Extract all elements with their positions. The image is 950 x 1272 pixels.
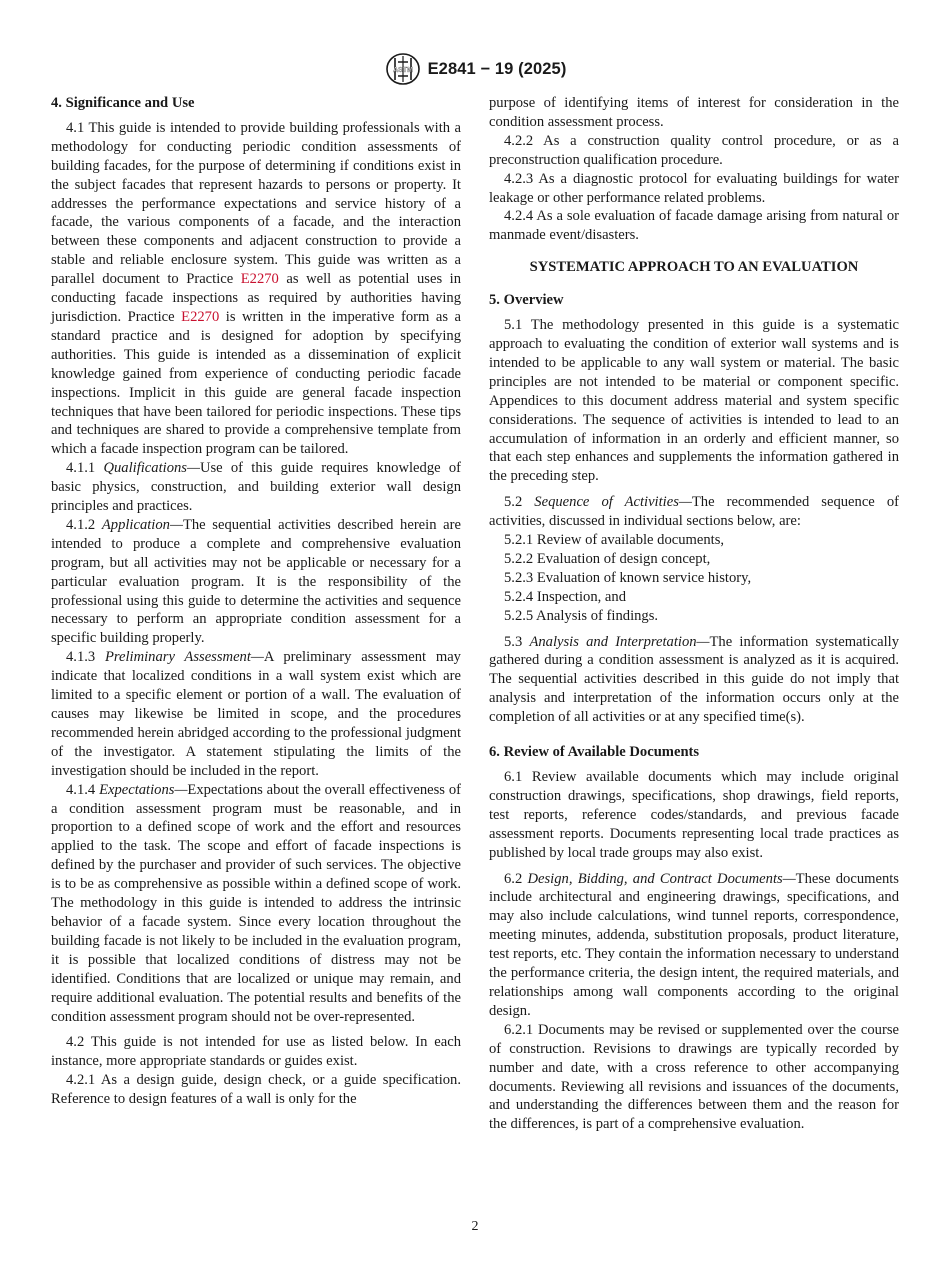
section-4-title: 4. Significance and Use bbox=[51, 95, 195, 111]
right-column bbox=[489, 94, 899, 1134]
paragraph-6-2-1: 6.2.1 Documents may be revised or supplemented over the course of construction. Revisions to drawings are typically recorded by number and date, with a cross reference to other accompanying documents. Reviewing all revisions and issuances of the documents, and understanding the differences between them and the reason for the differences, is part of a comprehensive evaluation. bbox=[489, 1021, 899, 1133]
paragraph-5-2: 5.2 Sequence of Activities—The recommended sequence of activities, discussed in individual sections below, are: bbox=[489, 494, 899, 530]
section-5-title: 5. Overview bbox=[489, 292, 564, 309]
paragraph-4-1: 4.1 This guide is intended to provide building professionals with a methodology for conducting periodic condition assessments of building facades, for the purpose of determining if conditions exist in the subject facades that represent hazards to persons or property. It addresses the performance expectations and service history of a facade, the various components of a facade, and the interaction between these components and adjacent construction to provide a stable and reliable enclosure system. This guide was written as a parallel document to Practice E2270 as well as potential uses in conducting facade inspections as required by authorities having jurisdiction. Practice E2270 is written in the imperative form as a standard practice and is designed for adoption by specifying authorities. This guide is intended as a dissemination of explicit knowledge gained from experience of conducting periodic facade inspections. Implicit in this guide are general facade inspection techniques that have been tailored for periodic inspections. These tips and techniques are shared to provide a comprehensive template from which a facade inspection program can be tailored. bbox=[51, 119, 461, 458]
list-item: 5.2.3 Evaluation of known service history, bbox=[504, 569, 752, 586]
page-header bbox=[0, 52, 950, 86]
reference-link-e2270[interactable]: E2270 bbox=[181, 308, 220, 325]
list-item: 5.2.1 Review of available documents, bbox=[504, 532, 725, 549]
paragraph-4-2-4: 4.2.4 As a sole evaluation of facade damage arising from natural or manmade event/disasters. bbox=[489, 208, 899, 244]
paragraph-5-3: 5.3 Analysis and Interpretation—The information systematically gathered during a condition assessment is analyzed as it is acquired. The sequential activities described in this guide do not imply that analysis and interpretation of the information occurs only at the completion of all activities or at any specified time(s). bbox=[489, 633, 899, 726]
page-number: 2 bbox=[471, 1219, 479, 1234]
section-6-title: 6. Review of Available Documents bbox=[489, 744, 700, 761]
astm-logo-icon bbox=[384, 52, 422, 86]
list-item: 5.2.2 Evaluation of design concept, bbox=[504, 550, 711, 567]
paragraph-4-2-2: 4.2.2 As a construction quality control procedure, or as a preconstruction qualification procedure. bbox=[489, 132, 899, 168]
paragraph-4-1-1: 4.1.1 Qualifications—Use of this guide requires knowledge of basic physics, construction, and building exterior wall design principles and practices. bbox=[51, 460, 461, 515]
paragraph-4-2-1-continued: purpose of identifying items of interest for consideration in the condition assessment process. bbox=[489, 95, 899, 130]
left-column bbox=[51, 94, 461, 1109]
paragraph-4-1-2: 4.1.2 Application—The sequential activities described herein are intended to produce a complete and comprehensive evaluation program, but all activities may not be applicable or necessary for a particular evaluation program. It is the responsibility of the professional using this guide to determine the activities and sequence necessary to perform an appropriate condition assessment for a specific building properly. bbox=[51, 516, 461, 647]
paragraph-4-2: 4.2 This guide is not intended for use as listed below. In each instance, more appropriate standards or guides exist. bbox=[51, 1034, 461, 1070]
standard-designation: E2841 − 19 (2025) bbox=[427, 59, 567, 78]
paragraph-4-2-1: 4.2.1 As a design guide, design check, or a guide specification. Reference to design features of a wall is only for the bbox=[51, 1072, 461, 1108]
paragraph-6-2: 6.2 Design, Bidding, and Contract Documents—These documents include architectural and engineering drawings, specifications, and may also include calculations, wind tunnel reports, correspondence, meeting minutes, addenda, substitution proposals, product literature, test reports, etc. They contain the information necessary to understand the performance criteria, the design intent, the required materials, and relationships among wall components according to the original design. bbox=[489, 870, 899, 1019]
paragraph-4-1-4: 4.1.4 Expectations—Expectations about the overall effectiveness of a condition assessment program must be reasonable, and in proportion to a defined scope of work and the effort and resources applied to the task. The scope and effort of facade inspections is defined by the purchaser and provider of such services. The objective is to be as comprehensive as possible within a defined scope of work. The methodology in this guide is intended to address the intrinsic behavior of a facade system. Since every location throughout the building facade is not likely to be included in the evaluation program, it is possible that localized conditions of distress may not be identified. Conditions that are localized or unique may remain, and require additional evaluation. The potential results and benefits of the condition assessment program should not be over-represented. bbox=[51, 781, 461, 1025]
paragraph-4-2-3: 4.2.3 As a diagnostic protocol for evaluating buildings for water leakage or other performance related problems. bbox=[489, 170, 899, 206]
paragraph-4-1-3: 4.1.3 Preliminary Assessment—A preliminary assessment may indicate that localized conditions in a wall system exist which are limited to a specific element or portion of a wall. The evaluation of causes may likewise be limited in scope, and the procedures recommended herein abridged according to the professional judgment of the investigator. A statement stipulating the limits of the investigation should be included in the report. bbox=[51, 649, 461, 779]
systematic-approach-heading: SYSTEMATIC APPROACH TO AN EVALUATION bbox=[529, 259, 859, 276]
list-item: 5.2.4 Inspection, and bbox=[504, 588, 626, 605]
paragraph-6-1: 6.1 Review available documents which may include original construction drawings, specifications, shop drawings, field reports, test reports, reference codes/standards, and previous facade assessment reports. Documents representing local trade practices as published by local trade groups may also exist. bbox=[489, 769, 899, 861]
list-item: 5.2.5 Analysis of findings. bbox=[504, 607, 659, 624]
paragraph-5-1: 5.1 The methodology presented in this guide is a systematic approach to evaluating the condition of exterior wall systems and is intended to be applicable to any wall system or material. The basic principles are not intended to be material or component specific. Appendices to this document address material and system specific considerations. The sequence of activities is intended to lead to an accumulation of information in an orderly and efficient manner, so that each step enhances and supplements the information gathered in the preceding step. bbox=[489, 317, 899, 485]
svg-text:ASTM: ASTM bbox=[392, 67, 413, 74]
reference-link-e2270[interactable]: E2270 bbox=[240, 271, 279, 288]
